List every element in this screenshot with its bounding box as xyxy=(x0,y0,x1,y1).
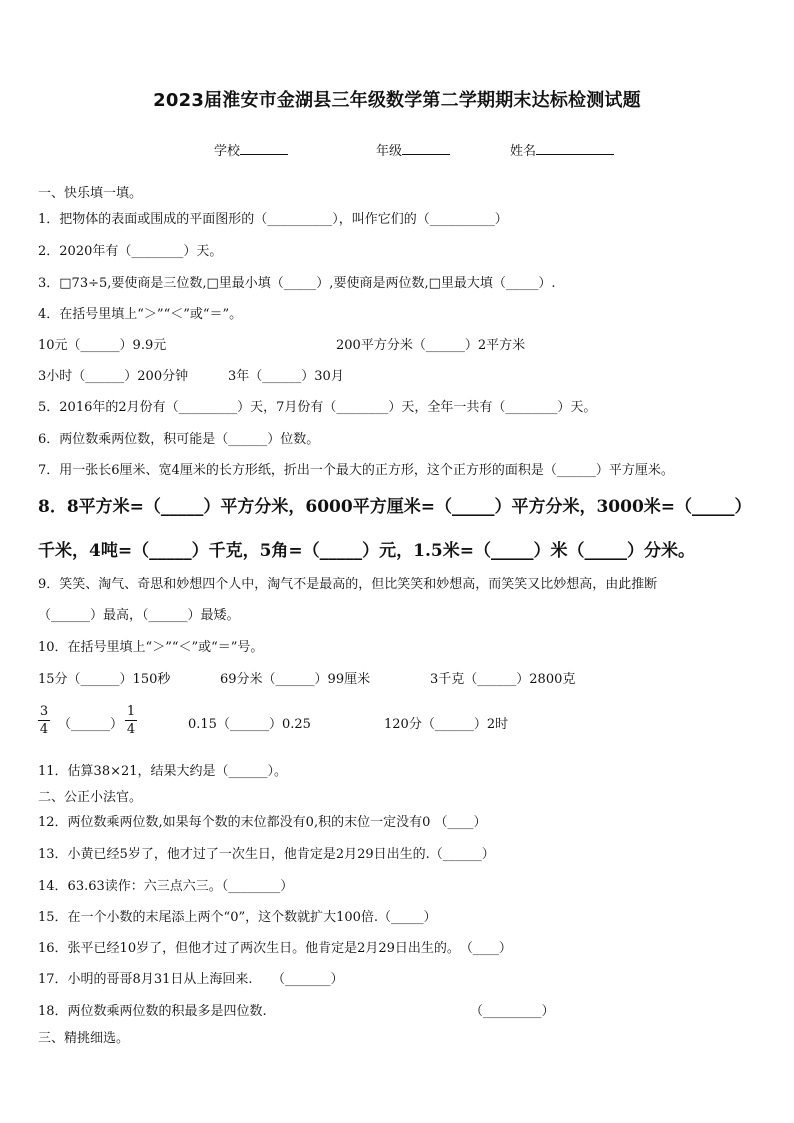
question-10-item-a: 15分（______）150秒 xyxy=(38,672,171,687)
name-field xyxy=(510,140,614,159)
question-8-line-1: 8．8平方米=（_____）平方分米，6000平方厘米=（_____）平方分米，3000米=（_____） xyxy=(38,497,752,517)
question-10: 10．在括号里填上“＞”“＜”或“＝”号。 xyxy=(38,640,264,655)
question-3: 3．□73÷5,要使商是三位数,□里最小填（_____）,要使商是两位数,□里最大填（_____）. xyxy=(38,276,556,291)
question-4: 4．在括号里填上“＞”“＜”或“＝”。 xyxy=(38,307,243,322)
question-10-item-b: 69分米（______）99厘米 xyxy=(220,672,371,687)
question-14: 14．63.63读作：六三点六三。（________） xyxy=(38,879,294,894)
question-10-item-c: 3千克（______）2800克 xyxy=(430,672,576,687)
question-4-item-a: 10元（______）9.9元 xyxy=(38,338,167,353)
question-7: 7．用一张长6厘米、宽4厘米的长方形纸，折出一个最大的正方形，这个正方形的面积是（______）平方厘米。 xyxy=(38,463,674,478)
question-8-line-2: 千米，4吨=（_____）千克，5角=（_____）元，1.5米=（_____）米（_____）分米。 xyxy=(38,541,695,561)
question-1: 1．把物体的表面或围成的平面图形的（__________），叫作它们的（__________） xyxy=(38,212,508,227)
question-17: 17．小明的哥哥8月31日从上海回来. （_______） xyxy=(38,972,344,987)
grade-field xyxy=(376,140,450,159)
question-15: 15．在一个小数的末尾添上两个“0”，这个数就扩大100倍.（_____） xyxy=(38,910,437,925)
name-label: 姓名 xyxy=(510,144,537,159)
school-field xyxy=(214,140,288,159)
fraction-denominator: 4 xyxy=(39,722,49,737)
fraction-three-quarters xyxy=(36,703,52,738)
question-10-item-d-blank: （______） xyxy=(58,717,124,732)
section-1-heading: 一、快乐填一填。 xyxy=(38,186,143,201)
fraction-numerator: 3 xyxy=(39,704,49,719)
question-9-line-1: 9．笑笑、淘气、奇思和妙想四个人中，淘气不是最高的，但比笑笑和妙想高，而笑笑又比妙想高，由此推断 xyxy=(38,577,658,592)
question-16: 16．张平已经10岁了，但他才过了两次生日。他肯定是2月29日出生的。 （____） xyxy=(38,941,512,956)
question-6: 6．两位数乘两位数，积可能是（______）位数。 xyxy=(38,432,320,447)
page-title: 2023届淮安市金湖县三年级数学第二学期期末达标检测试题 xyxy=(153,90,641,111)
question-4-item-c: 3小时（______）200分钟 xyxy=(38,369,189,384)
question-2: 2．2020年有（________）天。 xyxy=(38,244,223,259)
question-5: 5．2016年的2月份有（_________）天，7月份有（________）天，全年一共有（________）天。 xyxy=(38,400,597,415)
question-9-line-2: （______）最高，（______）最矮。 xyxy=(38,608,240,623)
question-10-item-f: 120分（______）2时 xyxy=(384,717,509,732)
fraction-numerator: 1 xyxy=(126,704,136,719)
question-12: 12．两位数乘两位数,如果每个数的末位都没有0,积的末位一定没有0 （____） xyxy=(38,815,487,830)
name-blank[interactable] xyxy=(536,141,614,155)
question-13: 13．小黄已经5岁了，他才过了一次生日，他肯定是2月29日出生的.（______） xyxy=(38,847,495,862)
question-4-item-b: 200平方分米（______）2平方米 xyxy=(336,338,526,353)
grade-label: 年级 xyxy=(376,144,403,159)
question-10-item-e: 0.15（______）0.25 xyxy=(188,717,311,732)
section-3-heading: 三、精挑细选。 xyxy=(38,1031,130,1046)
school-blank[interactable] xyxy=(240,141,288,155)
section-2-heading: 二、公正小法官。 xyxy=(38,790,143,805)
question-18: 18．两位数乘两位数的积最多是四位数. xyxy=(38,1004,267,1019)
question-11: 11．估算38×21，结果大约是（______）。 xyxy=(38,764,288,779)
grade-blank[interactable] xyxy=(402,141,450,155)
question-4-item-d: 3年（______）30月 xyxy=(228,369,344,384)
fraction-one-quarter xyxy=(123,703,139,738)
school-label: 学校 xyxy=(214,144,241,159)
question-18-blank: （_________） xyxy=(470,1004,555,1019)
fraction-denominator: 4 xyxy=(126,722,136,737)
